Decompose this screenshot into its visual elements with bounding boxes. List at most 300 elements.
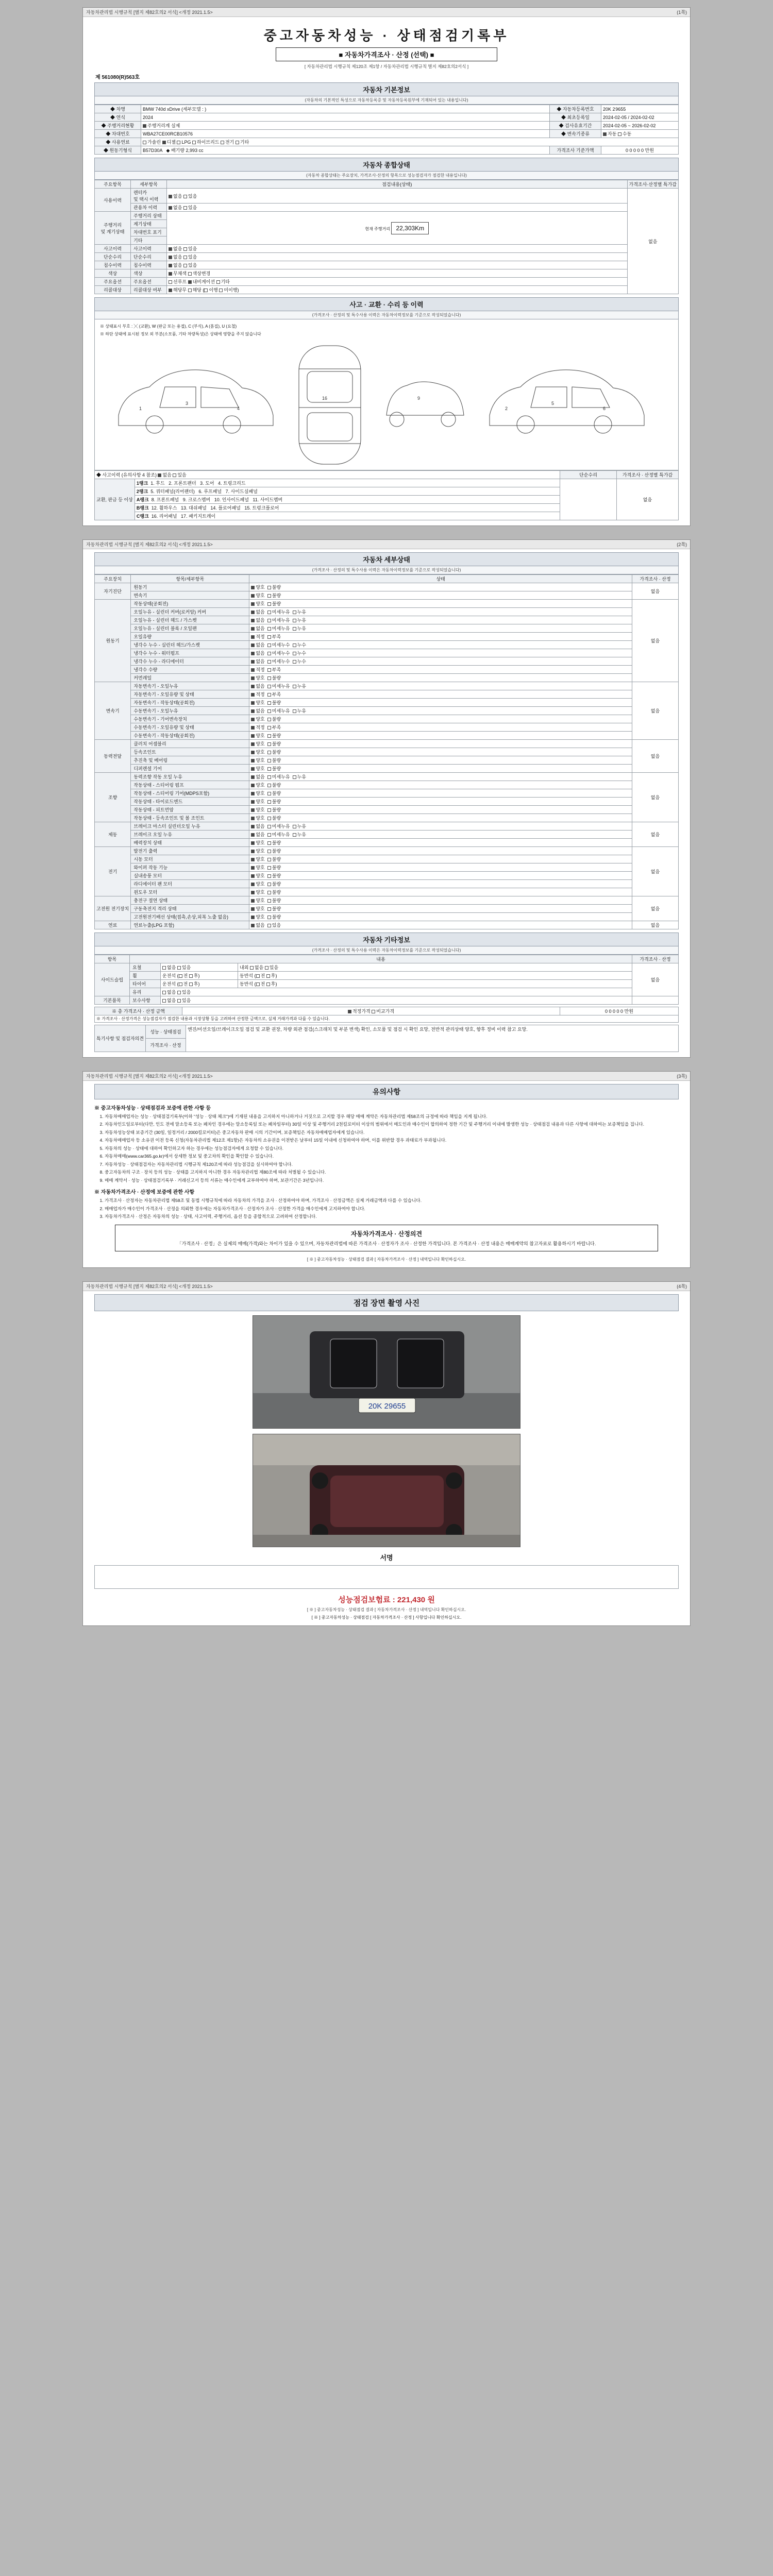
label-engine-type: ◆ 원동기형식	[95, 146, 141, 155]
accident-checkbox-table	[94, 470, 679, 520]
checkbox-bad-2-5-1[interactable]	[267, 726, 271, 730]
detail-item-label: 윈도우 모터	[131, 888, 249, 896]
checkbox-recall-yes[interactable]	[188, 289, 192, 292]
checkbox-bad-2-0-2[interactable]	[293, 685, 296, 688]
value-recall: 해당무 해당 ( 이행 미이행)	[167, 286, 628, 294]
checkbox-bad-1-8-1[interactable]	[267, 668, 271, 672]
detail-item-label: 라디에이터 팬 모터	[131, 880, 249, 888]
checkbox-good-6-4-0[interactable]	[251, 883, 255, 886]
checkbox-good-3-0-0[interactable]	[251, 742, 255, 746]
row-label-simple-repair: 단순수리	[95, 253, 131, 261]
checkbox-bad-6-0-1[interactable]	[267, 850, 271, 853]
detail-row	[95, 583, 679, 591]
col-sub-item: 세부항목	[131, 180, 167, 189]
checkbox-good-4-3-0[interactable]	[251, 800, 255, 804]
row-label-odometer: 주행거리 상태	[131, 212, 167, 220]
checkbox-accident-yes[interactable]	[183, 247, 187, 251]
detail-item-status: 양호 불량	[249, 798, 632, 806]
checkbox-bad-1-7-2[interactable]	[293, 660, 296, 664]
checkbox-good-7-1-0[interactable]	[251, 907, 255, 911]
checkbox-bad-4-4-1[interactable]	[267, 808, 271, 812]
detail-group-price: 없음	[632, 773, 679, 822]
detail-item-label: 배력장치 상태	[131, 839, 249, 847]
detail-group-label: 자기진단	[95, 583, 131, 600]
row-label-flood-sub: 침수이력	[131, 261, 167, 269]
checkbox-bad-5-0-2[interactable]	[293, 825, 296, 828]
checkbox-bad-7-1-1[interactable]	[267, 907, 271, 911]
detail-row	[95, 872, 679, 880]
page-number-3: (3쪽)	[677, 1074, 687, 1079]
checkbox-bad-7-0-1[interactable]	[267, 899, 271, 903]
checkbox-good-4-4-0[interactable]	[251, 808, 255, 812]
document-number: 제 561080(R)563호	[95, 75, 140, 80]
label-plate: ◆ 자동차등록번호	[550, 105, 601, 113]
checkbox-tire-rr[interactable]	[266, 982, 270, 986]
checkbox-good-2-5-0[interactable]	[251, 726, 255, 730]
detail-item-label: 오일누유 - 실린더 커버(로커암) 커버	[131, 608, 249, 616]
checkbox-bad-3-0-1[interactable]	[267, 742, 271, 746]
label-year: ◆ 연식	[95, 113, 141, 122]
checkbox-basic-yes[interactable]	[177, 999, 181, 1003]
checkbox-bad-3-3-1[interactable]	[267, 767, 271, 771]
page-number: (1쪽)	[677, 10, 687, 15]
price-adjust-none: 없음	[627, 189, 678, 294]
checkbox-tire-fl[interactable]	[179, 982, 182, 986]
etc-row-label-0: 요철	[130, 963, 161, 972]
checkbox-bad-2-0-1[interactable]	[267, 685, 271, 688]
plate-text-front: 20K 29655	[368, 1402, 406, 1411]
checkbox-bad-1-3-1[interactable]	[267, 627, 271, 631]
detail-item-label: 클러치 어셈블리	[131, 740, 249, 748]
checkbox-bad-1-2-1[interactable]	[267, 619, 271, 622]
checkbox-basic-none[interactable]	[162, 999, 166, 1003]
checkbox-bad-3-2-1[interactable]	[267, 759, 271, 762]
checkbox-official-yes[interactable]	[183, 206, 187, 210]
special-notes-table	[94, 1025, 679, 1052]
detail-state-table	[94, 574, 679, 929]
detail-row	[95, 806, 679, 814]
checkbox-bad-2-6-1[interactable]	[267, 734, 271, 738]
frame-rank-c: C랭크 16. 리어패널 17. 패키지트레이	[135, 512, 560, 520]
checkbox-bad-2-4-1[interactable]	[267, 718, 271, 721]
notice-list-2	[94, 1197, 679, 1219]
detail-item-label: 자동변속기 - 오일유량 및 상태	[131, 690, 249, 699]
detail-item-label: 수동변속기 - 작동상태(공회전)	[131, 732, 249, 740]
legal-reference: [ 자동차관리법 시행규칙 제120조 제1항 / 자동차관리법 시행규칙 별지 제82호의2서식 ]	[304, 64, 469, 69]
row-label-recall: 리콜대상	[95, 286, 131, 294]
document-subtitle: ■ 자동차가격조사 · 산정 (선택) ■	[276, 47, 497, 61]
etc-row-extra-2: 동반석 ( 전 후)	[238, 980, 632, 988]
checkbox-etc0-yes[interactable]	[177, 966, 181, 970]
checkbox-good-4-0-0[interactable]	[251, 775, 255, 779]
detail-item-label: 커먼레일	[131, 674, 249, 682]
etc-price-value: 없음	[632, 963, 679, 996]
detail-item-status: 양호 불량	[249, 748, 632, 756]
mileage-box-cell	[167, 212, 628, 245]
checkbox-recall-done[interactable]	[204, 289, 208, 292]
detail-row	[95, 863, 679, 872]
checkbox-bad-1-0-1[interactable]	[267, 602, 271, 606]
checkbox-fuel-electric[interactable]	[221, 141, 224, 144]
notice-item: 4. 자동차매매업자 등 소유권 이전 등록 신청(자동차관리법 제12조 제1항)은 자동차의 소유권을 이전받은 날부터 15일 이내에 신청하여야 하며, 이를 위반할 경우 과태료가 부과됩니다.	[105, 1137, 679, 1143]
page-number-2: (2쪽)	[677, 542, 687, 547]
row-label-accident: 사고이력	[95, 245, 131, 253]
detail-item-status: 양호 불량	[249, 905, 632, 913]
detail-item-status: 없음 미세누수 누수	[249, 641, 632, 649]
checkbox-good-1-9-0[interactable]	[251, 676, 255, 680]
checkbox-bad-4-5-1[interactable]	[267, 817, 271, 820]
value-options: 선루프 내비게이션 기타	[167, 278, 628, 286]
notice-item: 3. 자동차가격조사 · 산정은 자동차의 성능 · 상태, 사고이력, 주행거리, 옵션 등을 종합적으로 고려하여 산정합니다.	[105, 1213, 679, 1219]
checkbox-good-1-4-0[interactable]	[251, 635, 255, 639]
row-label-vin-check: 차대번호 표기	[131, 228, 167, 236]
checkbox-good-0-0-0[interactable]	[251, 586, 255, 589]
detail-row	[95, 748, 679, 756]
checkbox-bad-1-1-1[interactable]	[267, 611, 271, 614]
page-4-topbar	[83, 1282, 690, 1291]
checkbox-wheel-fr[interactable]	[256, 974, 260, 978]
checkbox-good-2-6-0[interactable]	[251, 734, 255, 738]
checkbox-bad-8-0-1[interactable]	[267, 924, 271, 927]
checkbox-bad-1-1-2[interactable]	[293, 611, 296, 614]
checkbox-good-1-7-0[interactable]	[251, 660, 255, 664]
page-1	[82, 7, 691, 526]
checkbox-good-2-2-0[interactable]	[251, 701, 255, 705]
detail-row	[95, 616, 679, 624]
checkbox-etc0-none[interactable]	[162, 966, 166, 970]
checkbox-good-3-1-0[interactable]	[251, 751, 255, 754]
svg-text:1: 1	[139, 406, 142, 411]
form-reference-3: 자동차관리법 시행규칙 [별지 제82호의2 서식] <개정 2021.1.5>	[86, 1074, 213, 1079]
checkbox-good-6-2-0[interactable]	[251, 866, 255, 870]
checkbox-bad-6-4-1[interactable]	[267, 883, 271, 886]
detail-item-label: 변속기	[131, 591, 249, 600]
detail-item-status: 없음 있음	[249, 921, 632, 929]
total-price-label: ※ 총 가격조사 · 산정 금액	[95, 1007, 182, 1015]
checkbox-good-6-0-0[interactable]	[251, 850, 255, 853]
detail-item-status: 없음 미세누유 누유	[249, 707, 632, 715]
col-price-adjust-2: 가격조사 · 산정별 특가감	[617, 471, 679, 479]
panel-rank-2: 2랭크 5. 쿼터패널(리어팬더) 6. 루프패널 7. 사이드실패널	[135, 487, 560, 496]
checkbox-bad-0-1-1[interactable]	[267, 594, 271, 598]
checkbox-bad-1-4-1[interactable]	[267, 635, 271, 639]
checkbox-bad-4-3-1[interactable]	[267, 800, 271, 804]
checkbox-good-6-5-0[interactable]	[251, 891, 255, 894]
photo-underbody	[253, 1434, 520, 1547]
form-reference-2: 자동차관리법 시행규칙 [별지 제82호의2 서식] <개정 2021.1.5>	[86, 542, 213, 547]
checkbox-hist-none[interactable]	[158, 473, 161, 477]
checkbox-official-none[interactable]	[169, 206, 172, 210]
checkbox-etc0b-none[interactable]	[250, 966, 254, 970]
detail-item-status: 양호 불량	[249, 789, 632, 798]
checkbox-glass-none[interactable]	[162, 991, 166, 994]
detail-row	[95, 814, 679, 822]
detail-item-status: 적정 부족	[249, 690, 632, 699]
detail-item-status: 양호 불량	[249, 880, 632, 888]
checkbox-bad-5-0-1[interactable]	[267, 825, 271, 828]
checkbox-price-proper[interactable]	[348, 1010, 351, 1013]
panel-group-label: 교환, 판금 등 이상	[95, 479, 135, 520]
checkbox-good-2-3-0[interactable]	[251, 709, 255, 713]
checkbox-fuel-diesel[interactable]	[162, 141, 166, 144]
detail-item-label: 작동상태 - 스티어링 펌프	[131, 781, 249, 789]
checkbox-fuel-etc[interactable]	[236, 141, 239, 144]
checkbox-good-1-8-0[interactable]	[251, 668, 255, 672]
etc-row-extra-0: 내외 없음 있음	[238, 963, 632, 972]
checkbox-option-sunroof[interactable]	[169, 280, 172, 284]
checkbox-bad-1-7-1[interactable]	[267, 660, 271, 664]
checkbox-color-changed[interactable]	[188, 272, 192, 276]
checkbox-bad-2-2-1[interactable]	[267, 701, 271, 705]
detail-item-status: 양호 불량	[249, 781, 632, 789]
checkbox-bad-5-1-1[interactable]	[267, 833, 271, 837]
col-price: 가격조사 · 산정	[632, 575, 679, 583]
page-2-topbar	[83, 540, 690, 549]
checkbox-good-6-3-0[interactable]	[251, 874, 255, 878]
detail-row	[95, 674, 679, 682]
detail-row	[95, 657, 679, 666]
checkbox-good-6-1-0[interactable]	[251, 858, 255, 861]
detail-item-label: 냉각수 누수 - 실린더 헤드/가스켓	[131, 641, 249, 649]
col-item: 항목/세부항목	[131, 575, 249, 583]
section-accident-title: 사고 · 교환 · 수리 등 이력	[94, 297, 679, 311]
checkbox-rental-yes[interactable]	[183, 195, 187, 198]
checkbox-option-navigation[interactable]	[188, 280, 192, 284]
checkbox-good-4-2-0[interactable]	[251, 792, 255, 795]
total-price-note: ※ 가격조사 · 산정가격은 성능점검자가 점검한 내용과 시장상황 등을 고려하여 산정한 금액으로, 실제 거래가격과 다를 수 있습니다.	[95, 1015, 679, 1023]
checkbox-repair-none[interactable]	[169, 256, 172, 259]
notice-title: 유의사항	[94, 1084, 679, 1099]
detail-item-status: 없음 미세누수 누수	[249, 657, 632, 666]
checkbox-good-5-1-0[interactable]	[251, 833, 255, 837]
checkbox-bad-4-0-1[interactable]	[267, 775, 271, 779]
checkbox-rental-none[interactable]	[169, 195, 172, 198]
detail-group-label: 조향	[95, 773, 131, 822]
checkbox-good-1-2-0[interactable]	[251, 619, 255, 622]
checkbox-accident-none[interactable]	[169, 247, 172, 251]
etc-row-label-1: 휠	[130, 972, 161, 980]
detail-item-status: 없음 미세누유 누유	[249, 831, 632, 839]
checkbox-fuel-lpg[interactable]	[177, 141, 180, 144]
checkbox-etc0b-yes[interactable]	[265, 966, 268, 970]
detail-item-status: 적정 부족	[249, 633, 632, 641]
inspection-fee: 성능점검보험료 : 221,430 원	[338, 1596, 435, 1605]
detail-row	[95, 723, 679, 732]
checkbox-repair-yes[interactable]	[183, 256, 187, 259]
detail-group-label: 동력전달	[95, 740, 131, 773]
checkbox-bad-1-6-2[interactable]	[293, 652, 296, 655]
notice-item: 5. 자동차의 성능 · 상태에 대하여 확인하고자 하는 경우에는 성능점검자에게 요청할 수 있습니다.	[105, 1145, 679, 1151]
checkbox-color-original[interactable]	[169, 272, 172, 276]
checkbox-recall-notdone[interactable]	[219, 289, 223, 292]
checkbox-good-2-4-0[interactable]	[251, 718, 255, 721]
car-diagram-svg	[108, 338, 665, 467]
value-simple-repair: 없음 있음	[167, 253, 628, 261]
notice-head-2: ※ 자동차가격조사 · 산정에 보증에 관한 사항	[94, 1190, 195, 1196]
special-notes-left-2: 가격조사 · 산정	[145, 1039, 186, 1052]
checkbox-bad-6-2-1[interactable]	[267, 866, 271, 870]
checkbox-good-7-0-0[interactable]	[251, 899, 255, 903]
checkbox-tire-rl[interactable]	[189, 982, 193, 986]
checkbox-fuel-hybrid[interactable]	[192, 141, 196, 144]
checkbox-bad-2-3-1[interactable]	[267, 709, 271, 713]
detail-row	[95, 822, 679, 831]
checkbox-wheel-rr[interactable]	[266, 974, 270, 978]
value-official-history: 없음 있음	[167, 204, 628, 212]
svg-text:2: 2	[505, 406, 508, 411]
detail-item-label: 오일누유 - 실린더 헤드 / 가스켓	[131, 616, 249, 624]
label-mileage-status: ◆ 주행거리현황	[95, 122, 141, 130]
checkbox-good-7-2-0[interactable]	[251, 916, 255, 919]
row-label-rental: 렌터카 및 택시 이력	[131, 189, 167, 204]
checkbox-option-etc[interactable]	[216, 280, 220, 284]
checkbox-good-2-1-0[interactable]	[251, 693, 255, 697]
checkbox-bad-1-5-1[interactable]	[267, 643, 271, 647]
value-accident: 없음 있음	[167, 245, 628, 253]
detail-row	[95, 756, 679, 765]
checkbox-bad-1-6-1[interactable]	[267, 652, 271, 655]
checkbox-fuel-gasoline[interactable]	[143, 141, 146, 144]
section-basic-info-title: 자동차 기본정보	[94, 82, 679, 96]
checkbox-bad-1-3-2[interactable]	[293, 627, 296, 631]
etc-basic-items-label: 기본품목	[95, 996, 130, 1005]
checkbox-auto-transmission[interactable]	[603, 132, 607, 136]
basic-info-table	[94, 105, 679, 155]
etc-basic-price	[632, 996, 679, 1005]
checkbox-manual-transmission[interactable]	[618, 132, 621, 136]
detail-item-status: 양호 불량	[249, 814, 632, 822]
detail-item-label: 충전구 절연 상태	[131, 896, 249, 905]
section-overall-title: 자동차 종합상태	[94, 158, 679, 172]
etc-row-value-0: 없음 있음	[161, 963, 238, 972]
checkbox-good-8-0-0[interactable]	[251, 924, 255, 927]
detail-group-label: 고전원 전기장치	[95, 896, 131, 921]
checkbox-flood-yes[interactable]	[183, 264, 187, 267]
document-title: 중고자동차성능 · 상태점검기록부	[263, 28, 510, 43]
detail-item-label: 냉각수 누수 - 워터펌프	[131, 649, 249, 657]
checkbox-good-1-1-0[interactable]	[251, 611, 255, 614]
value-flood: 없음 있음	[167, 261, 628, 269]
checkbox-good-1-3-0[interactable]	[251, 627, 255, 631]
detail-row	[95, 896, 679, 905]
section-overall-sub: (자동차 종합상태는 주요장치, 가격조사·산정의 항목으로 성능점검자가 점검한 내용입니다)	[94, 172, 679, 180]
checkbox-bad-4-0-2[interactable]	[293, 775, 296, 779]
checkbox-bad-1-9-1[interactable]	[267, 676, 271, 680]
checkbox-flood-none[interactable]	[169, 264, 172, 267]
checkbox-bad-4-2-1[interactable]	[267, 792, 271, 795]
checkbox-tire-fr[interactable]	[256, 982, 260, 986]
total-price-value: 0 0 0 0 0 만원	[560, 1007, 679, 1015]
checkbox-bad-5-1-2[interactable]	[293, 833, 296, 837]
notice-item: 9. 매매 계약서 · 성능 · 상태점검기록부 · 거래신고서 등의 서류는 매수인에게 교부하여야 하며, 보관기간은 3년입니다.	[105, 1177, 679, 1183]
detail-row	[95, 839, 679, 847]
detail-item-status: 양호 불량	[249, 806, 632, 814]
detail-row	[95, 608, 679, 616]
declaration-box	[115, 1225, 658, 1251]
checkbox-wheel-fl[interactable]	[179, 974, 182, 978]
checkbox-good-1-5-0[interactable]	[251, 643, 255, 647]
checkbox-bad-2-3-2[interactable]	[293, 709, 296, 713]
value-first-reg: 2024-02-05 / 2024-02-02	[601, 113, 679, 122]
checkbox-wheel-rl[interactable]	[189, 974, 193, 978]
checkbox-good-0-1-0[interactable]	[251, 594, 255, 598]
checkbox-bad-6-1-1[interactable]	[267, 858, 271, 861]
detail-item-status: 양호 불량	[249, 888, 632, 896]
checkbox-good-5-2-0[interactable]	[251, 841, 255, 845]
etc-row-label-2: 타이어	[130, 980, 161, 988]
value-price-base: 0 0 0 0 0 만원	[601, 146, 679, 155]
checkbox-bad-7-2-1[interactable]	[267, 916, 271, 919]
value-inspection-valid: 2024-02-05 ~ 2026-02-02	[601, 122, 679, 130]
svg-text:3: 3	[186, 401, 189, 406]
checkbox-bad-0-0-1[interactable]	[267, 586, 271, 589]
row-label-color-sub: 색상	[131, 269, 167, 278]
checkbox-odometer-actual[interactable]	[143, 124, 146, 128]
label-car-name: ◆ 차명	[95, 105, 141, 113]
col-price-adjust: 가격조사·산정별 특가감	[627, 180, 678, 189]
checkbox-good-3-3-0[interactable]	[251, 767, 255, 771]
value-year: 2024	[141, 113, 550, 122]
detail-item-status: 양호 불량	[249, 740, 632, 748]
checkbox-bad-6-3-1[interactable]	[267, 874, 271, 878]
notice-item: 7. 자동차성능 · 상태점검자는 자동차관리법 시행규칙 제120조에 따라 성능점검을 실시하여야 합니다.	[105, 1161, 679, 1167]
form-reference: 자동차관리법 시행규칙 [별지 제82호의2 서식] <개정 2021.1.5>	[86, 10, 213, 15]
checkbox-bad-1-5-2[interactable]	[293, 643, 296, 647]
special-notes-left-1: 성능 · 상태점검	[145, 1025, 186, 1039]
row-label-etc-meter: 기타	[131, 236, 167, 245]
detail-item-status: 없음 미세누유 누유	[249, 608, 632, 616]
signature-area[interactable]	[94, 1565, 679, 1589]
detail-item-label: 시동 모터	[131, 855, 249, 863]
checkbox-bad-6-5-1[interactable]	[267, 891, 271, 894]
checkbox-bad-1-2-2[interactable]	[293, 619, 296, 622]
etc-sideslip-label: 사이드슬립	[95, 963, 130, 996]
checkbox-glass-yes[interactable]	[177, 991, 181, 994]
value-color: 무채색 색상변경	[167, 269, 628, 278]
detail-item-label: 냉각수 수량	[131, 666, 249, 674]
detail-row	[95, 591, 679, 600]
checkbox-good-5-0-0[interactable]	[251, 825, 255, 828]
detail-row	[95, 765, 679, 773]
checkbox-good-3-2-0[interactable]	[251, 759, 255, 762]
row-label-meter: 계기상태	[131, 220, 167, 228]
checkbox-recall-na[interactable]	[169, 289, 172, 292]
etc-row-value-1: 운전석 ( 전 후)	[161, 972, 238, 980]
etc-col-item: 항목	[95, 955, 130, 963]
checkbox-good-1-0-0[interactable]	[251, 602, 255, 606]
detail-row	[95, 855, 679, 863]
checkbox-hist-yes[interactable]	[173, 473, 176, 477]
detail-item-status: 없음 미세누유 누유	[249, 682, 632, 690]
checkbox-bad-4-1-1[interactable]	[267, 784, 271, 787]
checkbox-bad-3-1-1[interactable]	[267, 751, 271, 754]
detail-row	[95, 624, 679, 633]
checkbox-good-1-6-0[interactable]	[251, 652, 255, 655]
checkbox-bad-5-2-1[interactable]	[267, 841, 271, 845]
damage-state-value	[560, 479, 617, 520]
checkbox-price-compare[interactable]	[372, 1010, 375, 1013]
checkbox-good-4-5-0[interactable]	[251, 817, 255, 820]
checkbox-good-4-1-0[interactable]	[251, 784, 255, 787]
row-label-usage-history: 사용이력	[95, 189, 131, 212]
page-4	[82, 1281, 691, 1626]
checkbox-bad-2-1-1[interactable]	[267, 693, 271, 697]
checkbox-good-2-0-0[interactable]	[251, 685, 255, 688]
panel-rank-1: 1랭크 1. 후드 2. 프론트팬더 3. 도어 4. 트렁크리드	[135, 479, 560, 487]
detail-row	[95, 690, 679, 699]
detail-row	[95, 888, 679, 896]
label-transmission: ◆ 변속기종류	[550, 130, 601, 138]
